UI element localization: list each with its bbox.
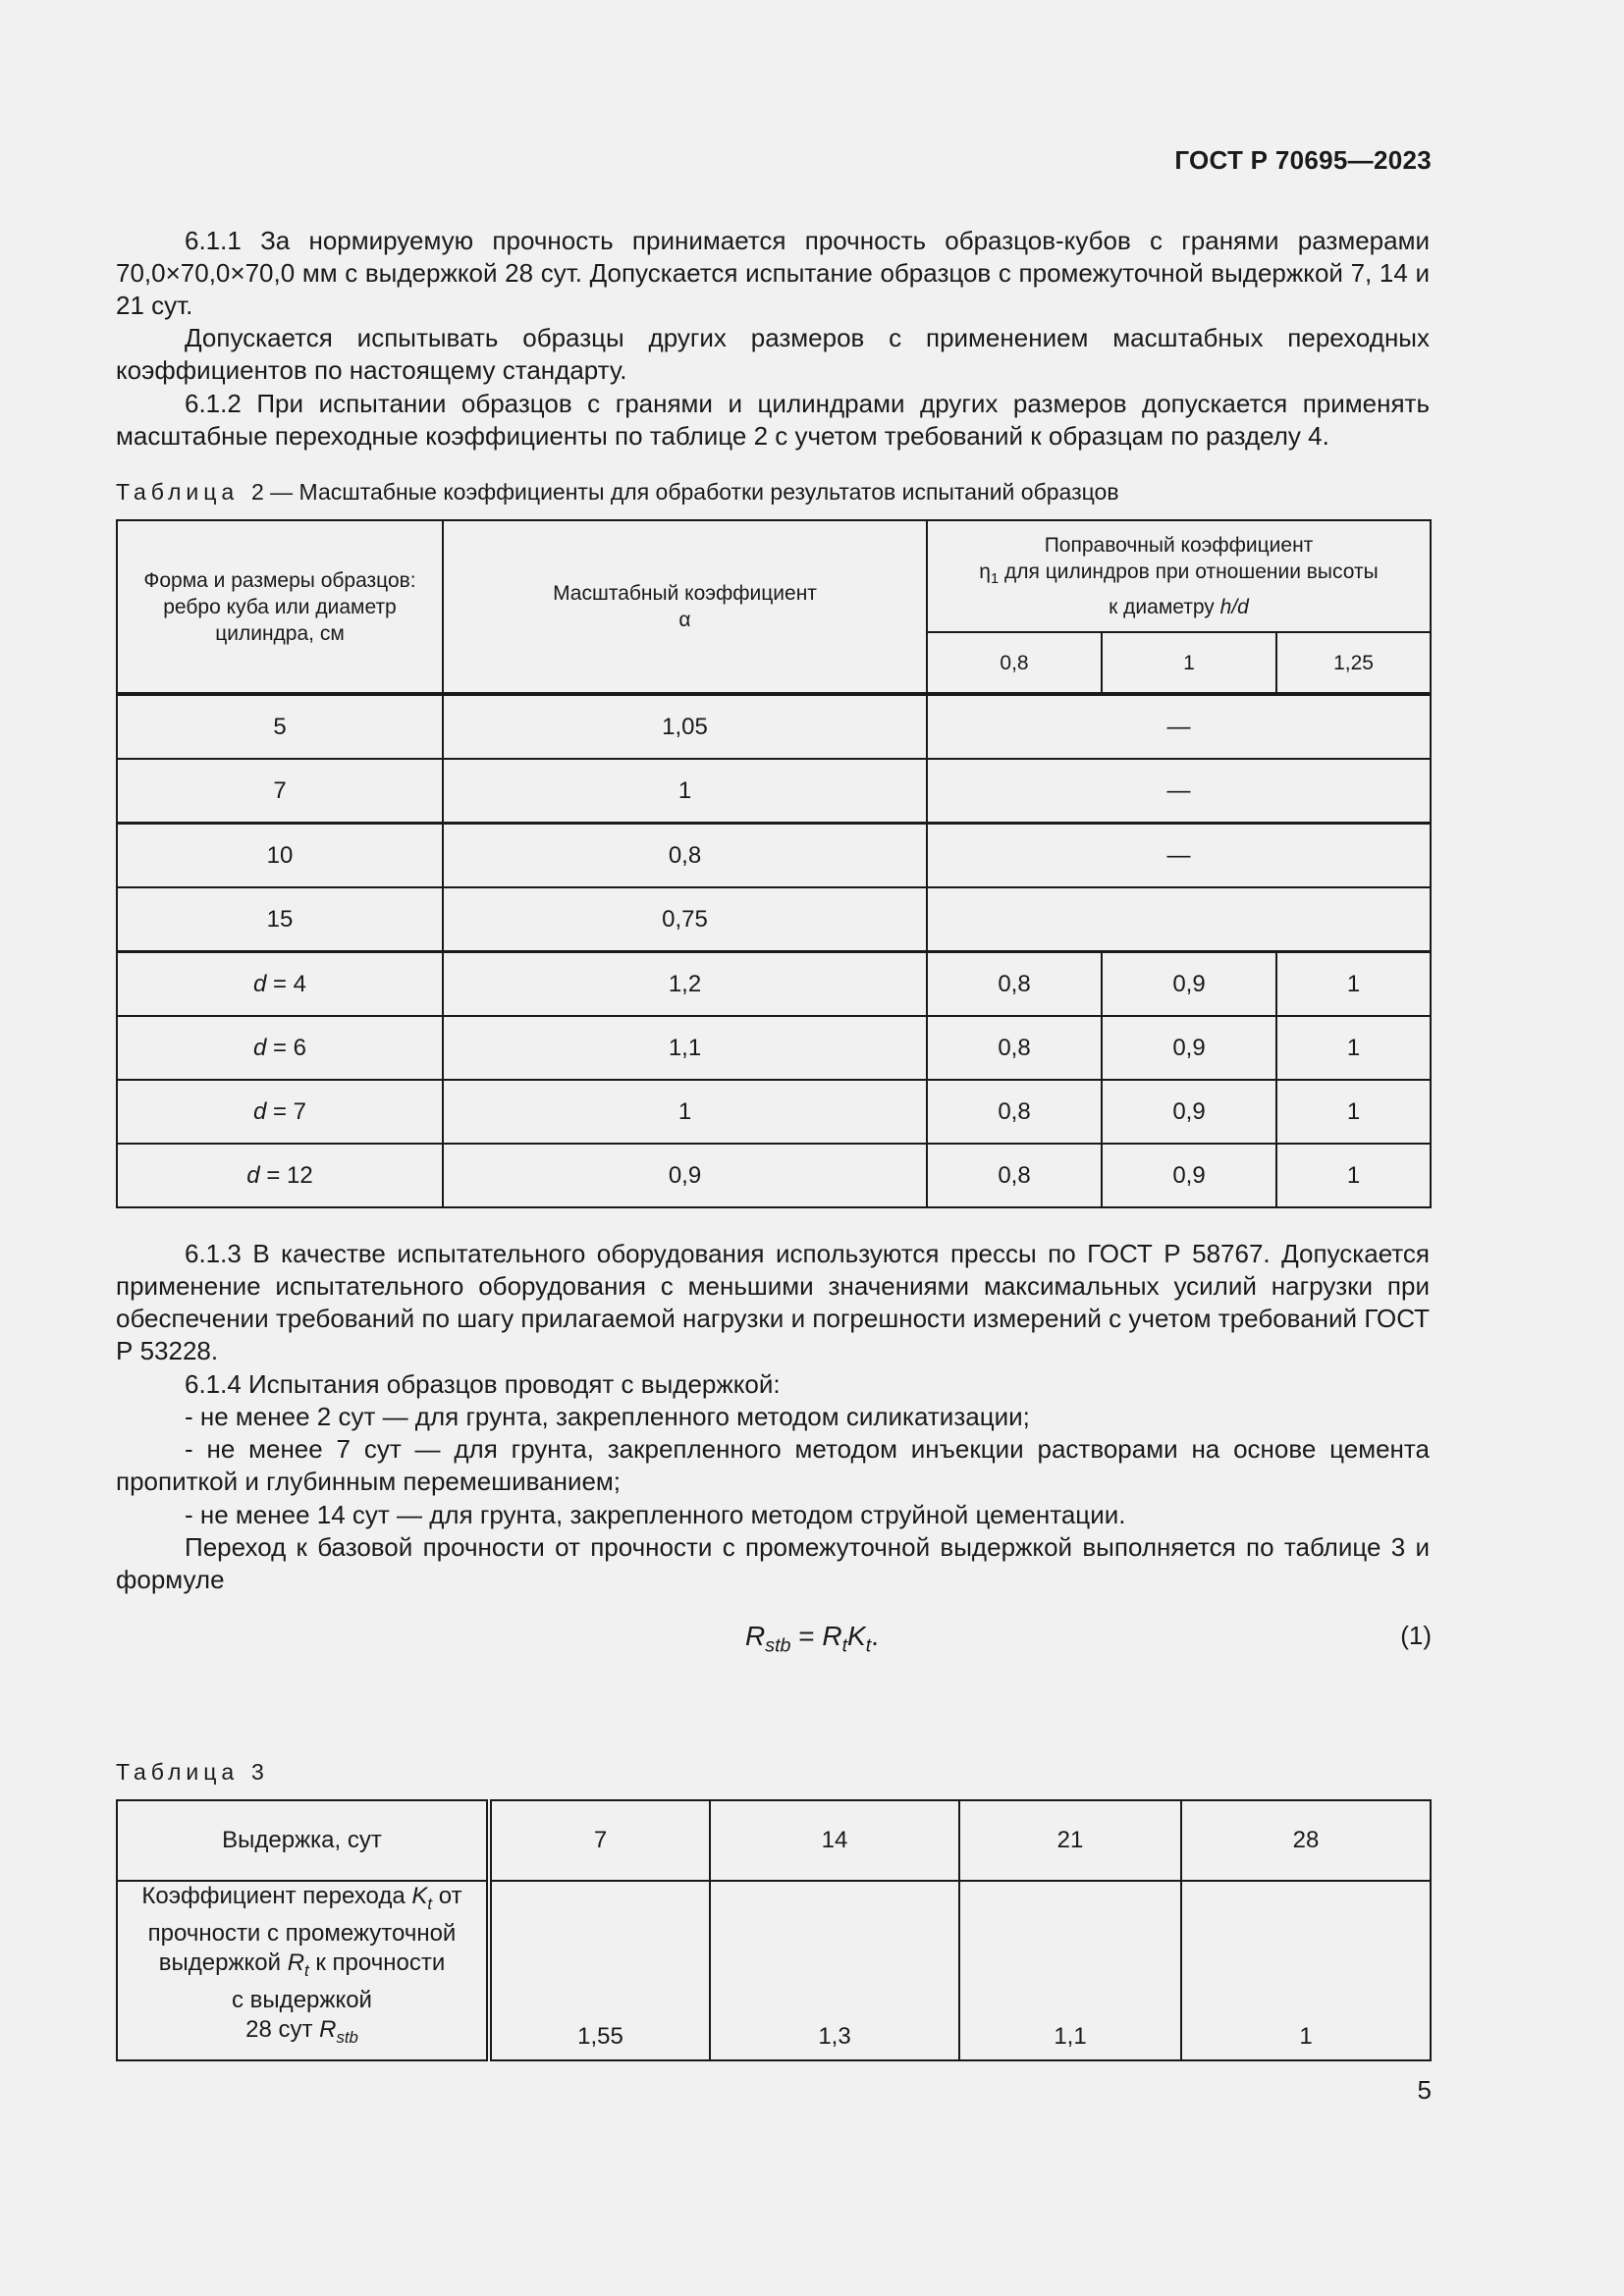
table3-header-day: 28 <box>1181 1800 1431 1881</box>
table2-cell-eta-1-25: 1 <box>1276 1016 1431 1080</box>
table2-cell-eta-1: 0,9 <box>1102 952 1276 1017</box>
table2-cell-size: 15 <box>117 887 443 952</box>
table3-value: 1,1 <box>959 1881 1181 2060</box>
table3-value: 1,3 <box>710 1881 959 2060</box>
formula-k: K <box>847 1621 866 1651</box>
table3-row-label-r: R <box>287 1949 305 1976</box>
formula-end: . <box>871 1621 879 1651</box>
table-row <box>117 1800 1431 1881</box>
paragraph-6-1-2: 6.1.2 При испытании образцов с гранями и цилиндрами других размеров допускается применять масштабные переходные коэффициенты по таблице 2 с учетом требований к образцам по разделу 4. <box>116 389 1430 451</box>
table3-row-label-part: от <box>432 1883 462 1909</box>
table2-cell-eta: — <box>927 824 1431 888</box>
document-code-header: ГОСТ Р 70695—2023 <box>1174 145 1432 175</box>
page-number: 5 <box>1417 2075 1432 2105</box>
formula-r-sub: t <box>841 1634 848 1657</box>
table2-header-eta-line1: Поправочный коэффициент <box>1044 534 1314 558</box>
table2-cell-size <box>117 1080 443 1144</box>
table3-row-label-part: прочности с промежуточной <box>147 1919 457 1947</box>
table2-header-eta-line3: к диаметру <box>1109 595 1220 618</box>
table2-cell-alpha: 0,75 <box>443 887 927 952</box>
table-row <box>117 1144 1431 1207</box>
table3-caption-label: Таблица <box>116 1759 240 1785</box>
table3-row-label <box>117 1881 489 2060</box>
table-row <box>117 759 1431 824</box>
table2-subheader-0-8: 0,8 <box>927 632 1102 694</box>
formula-number: (1) <box>1400 1621 1432 1650</box>
table2-cell-eta: — <box>927 694 1431 759</box>
paragraph-6-1-1-b: Допускается испытывать образцы других размеров с применением масштабных переходных коэффициентов по настоящему стандарту. <box>116 323 1430 385</box>
table3-value: 1,55 <box>489 1881 710 2060</box>
formula-k-sub: t <box>865 1634 872 1657</box>
table3-header-day: 21 <box>959 1800 1181 1881</box>
table2-cell-alpha: 0,9 <box>443 1144 927 1207</box>
table2-cell-alpha: 1 <box>443 1080 927 1144</box>
table3-row-label-k: K <box>411 1883 428 1909</box>
table2-header-alpha <box>443 520 927 694</box>
list-item: - не менее 2 сут — для грунта, закрепленного методом силикатизации; <box>185 1402 1030 1431</box>
table2-cell-d-value: = 12 <box>259 1161 313 1189</box>
formula-lhs: R <box>745 1621 766 1651</box>
table2-header-shape-text: Форма и размеры образцов: ребро куба или диаметр цилиндра, см <box>143 568 416 645</box>
table2-cell-eta-1: 0,9 <box>1102 1080 1276 1144</box>
table-row <box>117 824 1431 888</box>
table2-caption-label: Таблица <box>116 479 240 505</box>
table3-row-label-part: 28 сут <box>245 2015 320 2043</box>
table2-cell-d-value: = 6 <box>266 1034 307 1061</box>
table3-value: 1 <box>1181 1881 1431 2060</box>
table2-cell-alpha: 1,2 <box>443 952 927 1017</box>
formula-1 <box>0 1621 1624 1658</box>
table3-row-label-part: с выдержкой <box>232 1986 372 2013</box>
table-row <box>117 1881 1431 2060</box>
table2-cell-d-symbol: d <box>252 970 267 997</box>
table2 <box>116 519 1432 1208</box>
table2-cell-size: 10 <box>117 824 443 888</box>
table2-cell-d-symbol: d <box>252 1034 267 1061</box>
table2-cell-size <box>117 952 443 1017</box>
table2-subheader-1: 1 <box>1102 632 1276 694</box>
table2-cell-size: 7 <box>117 759 443 824</box>
formula-equals: = <box>790 1621 823 1651</box>
table2-cell-size <box>117 1144 443 1207</box>
table2-caption <box>116 477 1119 507</box>
table2-cell-size <box>117 1016 443 1080</box>
table2-cell-eta-1-25: 1 <box>1276 952 1431 1017</box>
table3-caption <box>116 1757 264 1787</box>
table2-cell-alpha: 0,8 <box>443 824 927 888</box>
paragraph-6-1-3: 6.1.3 В качестве испытательного оборудования используются прессы по ГОСТ Р 58767. Допускается применение испытательного оборудования с меньшими значениями максимальных усилий нагрузки при обеспечении требований по шагу прилагаемой нагрузки и погрешности измерений с учетом требований ГОСТ Р 53228. <box>116 1239 1430 1365</box>
table3-row-label-part: Коэффициент перехода <box>141 1883 412 1909</box>
table2-header-eta-line2: для цилиндров при отношении высоты <box>999 561 1379 584</box>
table3-row-label-k-sub: t <box>427 1894 433 1913</box>
table2-header-eta-symbol: η <box>979 561 991 584</box>
table2-cell-eta-0-8: 0,8 <box>927 1144 1102 1207</box>
table2-header-eta-sub: 1 <box>990 571 1000 588</box>
table2-cell-eta-1: 0,9 <box>1102 1016 1276 1080</box>
table2-header-shape <box>117 520 443 694</box>
table2-cell-d-symbol: d <box>246 1161 260 1189</box>
table2-cell-d-value: = 7 <box>266 1097 307 1125</box>
table-row <box>117 952 1431 1017</box>
table2-cell-eta <box>927 887 1431 952</box>
paragraph-transition: Переход к базовой прочности от прочности с промежуточной выдержкой выполняется по таблице 3 и формуле <box>116 1532 1430 1594</box>
paragraph-6-1-4: 6.1.4 Испытания образцов проводят с выдержкой: <box>185 1369 781 1399</box>
table-row <box>117 887 1431 952</box>
table3-row-label-rs-sub: stb <box>336 2027 358 2047</box>
table2-cell-eta-1-25: 1 <box>1276 1080 1431 1144</box>
paragraph-6-1-1: 6.1.1 За нормируемую прочность принимается прочность образцов-кубов с гранями размерами 70,0×70,0×70,0 мм с выдержкой 28 сут. Допускается испытание образцов с промежуточной выдержкой 7, 14 и 21 сут. <box>116 226 1430 320</box>
table-row <box>117 1080 1431 1144</box>
table3-row-label-part: к прочности <box>308 1949 446 1976</box>
table2-cell-alpha: 1 <box>443 759 927 824</box>
table3-row-label-r-sub: t <box>304 1960 309 1980</box>
table3-row-label-rs: R <box>319 2015 337 2043</box>
table3-caption-number: 3 <box>250 1759 264 1785</box>
list-item: - не менее 7 сут — для грунта, закрепленного методом инъекции растворами на основе цемента пропиткой и глубинным перемешиванием; <box>116 1434 1430 1496</box>
table2-cell-eta-0-8: 0,8 <box>927 1080 1102 1144</box>
table2-cell-eta-0-8: 0,8 <box>927 952 1102 1017</box>
formula-lhs-sub: stb <box>765 1634 791 1657</box>
table2-header-alpha-symbol: α <box>678 609 691 631</box>
table2-cell-d-value: = 4 <box>266 970 307 997</box>
table2-subheader-1-25: 1,25 <box>1276 632 1431 694</box>
table2-header-eta <box>927 520 1431 632</box>
table2-caption-text: 2 — Масштабные коэффициенты для обработки результатов испытаний образцов <box>250 479 1119 505</box>
table2-cell-eta: — <box>927 759 1431 824</box>
table2-cell-eta-1-25: 1 <box>1276 1144 1431 1207</box>
table2-cell-alpha: 1,05 <box>443 694 927 759</box>
table3-row-label-part: выдержкой <box>158 1949 288 1976</box>
table2-cell-size: 5 <box>117 694 443 759</box>
table3-header-label: Выдержка, сут <box>117 1800 489 1881</box>
table2-cell-alpha: 1,1 <box>443 1016 927 1080</box>
table2-header-alpha-line1: Масштабный коэффициент <box>553 582 817 605</box>
table-row <box>117 1016 1431 1080</box>
table-row <box>117 694 1431 759</box>
formula-r: R <box>822 1621 842 1651</box>
list-item: - не менее 14 сут — для грунта, закрепленного методом струйной цементации. <box>185 1500 1126 1529</box>
table3-header-day: 14 <box>710 1800 959 1881</box>
table2-cell-d-symbol: d <box>252 1097 267 1125</box>
table2-cell-eta-0-8: 0,8 <box>927 1016 1102 1080</box>
table2-cell-eta-1: 0,9 <box>1102 1144 1276 1207</box>
table3 <box>116 1799 1432 2061</box>
table3-header-day: 7 <box>489 1800 710 1881</box>
table2-header-eta-hd: h/d <box>1219 595 1249 618</box>
